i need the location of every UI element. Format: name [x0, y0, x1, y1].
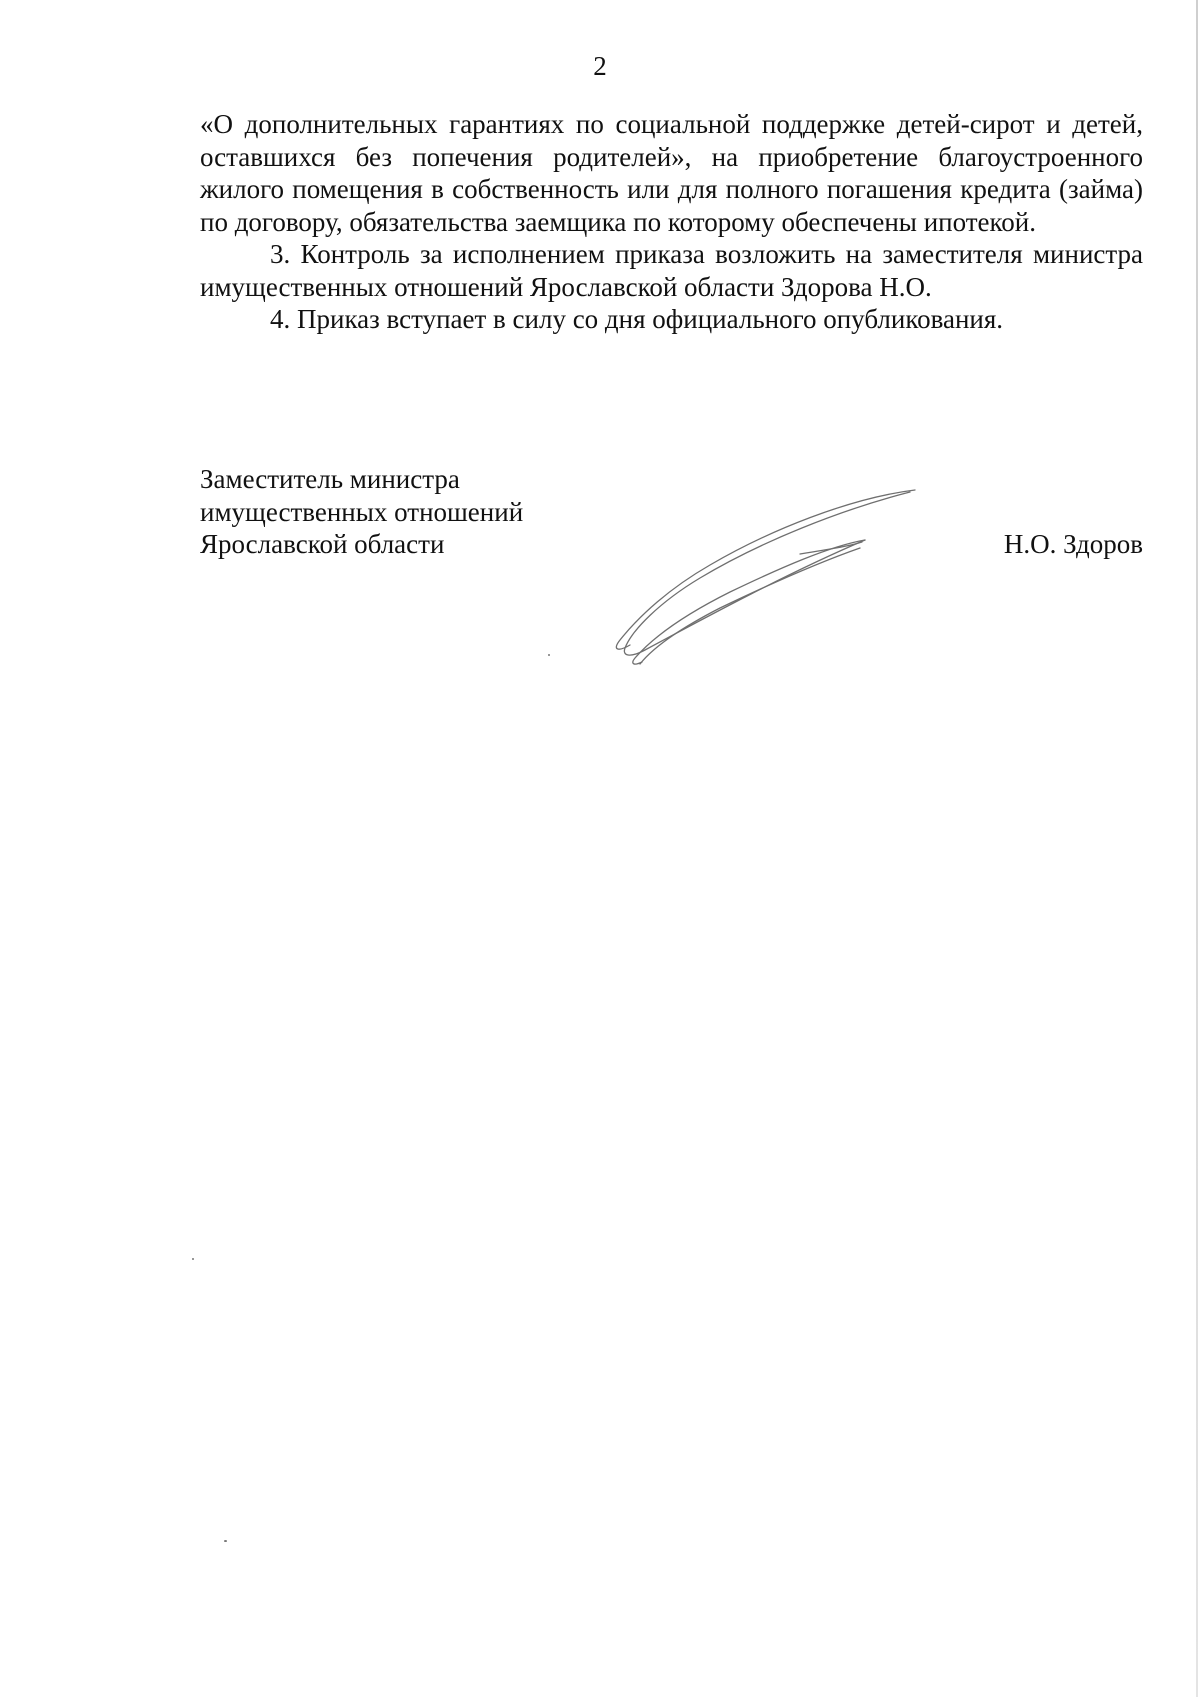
document-body	[200, 108, 1143, 336]
handwritten-signature	[600, 480, 930, 670]
signatory-title-line: Ярославской области	[200, 529, 445, 559]
scan-speck	[192, 1258, 194, 1260]
signature-stroke	[616, 490, 915, 649]
scan-speck	[224, 1540, 227, 1542]
paragraph-continuation: «О дополнительных гарантиях по социальной поддержке детей-сирот и детей, оставшихся без попечения родителей», на приобретение благоустроенного жилого помещения в собственность или для полного погашения кредита (займа) по договору, обязательства заемщика по которому обеспечены ипотекой.	[200, 109, 1143, 237]
signature-stroke	[800, 542, 862, 554]
paragraph-item-4: 4. Приказ вступает в силу со дня официального опубликования.	[270, 304, 1004, 334]
signatory-title-line: Заместитель министра	[200, 464, 460, 494]
signature-stroke	[640, 548, 860, 664]
scan-speck	[548, 654, 550, 656]
signature-stroke	[624, 492, 910, 655]
page-number: 2	[593, 51, 607, 81]
paragraph-item-3: 3. Контроль за исполнением приказа возложить на заместителя министра имущественных отношений Ярославской области Здорова Н.О.	[200, 239, 1143, 302]
signatory-title-line: имущественных отношений	[200, 496, 524, 527]
page-edge-shadow	[1196, 0, 1198, 1697]
signatory-name: Н.О. Здоров	[1003, 529, 1143, 559]
